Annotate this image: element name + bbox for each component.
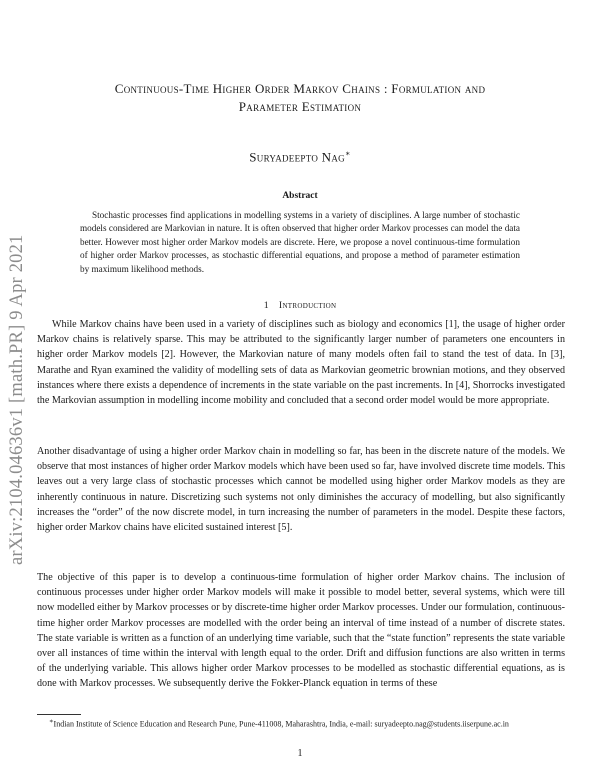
abstract-heading: Abstract [282, 191, 318, 201]
section-title: Introduction [278, 300, 337, 311]
footnote-divider [37, 714, 81, 715]
title-line-2: Parameter Estimation [238, 99, 362, 114]
page-number: 1 [297, 748, 303, 759]
author-block [60, 146, 540, 165]
footnote-text: Indian Institute of Science Education and Research Pune, Pune-411008, Maharashtra, India, e-mail: suryadeepto.nag@students.iiserpune.ac.in [53, 719, 509, 729]
arxiv-stamp: arXiv:2104.04636v1 [math.PR] 9 Apr 2021 [7, 234, 27, 565]
author-name: Suryadeepto Nag [249, 149, 345, 165]
title-line-1: Continuous-Time Higher Order Markov Chains : Formulation and [114, 81, 486, 96]
section-number: 1 [263, 300, 269, 311]
section-heading-introduction [60, 300, 540, 311]
paper-title [60, 80, 540, 116]
author-footnote-mark[interactable]: ∗ [344, 149, 351, 158]
intro-paragraph-1: While Markov chains have been used in a variety of disciplines such as biology and economics [1], the usage of higher order Markov chains is relatively sparse. This may be attributed to the significantly larger number of parameters one encounters in higher order Markov models [2]. However, the Markovian nature of many models often fail to stand the test of data. In [3], Marathe and Ryan examined the validity of modelling sets of data as Markovian geometric brownian motions, and they observed instances where there exists a dependence of increments in the state variable on the past increments. In [4], Shorrocks investigated the Markovian assumption in modelling income mobility and concluded that a second order model would be more appropriate. [37, 319, 565, 407]
footnote-mark: ∗ [49, 718, 54, 725]
abstract-text: Stochastic processes find applications in modelling systems in a variety of disciplines. A large number of stochastic models considered are Markovian in nature. It is often observed that higher order Markov processes can model the data better. However most higher order Markov models are discrete. Here, we propose a novel continuous-time formulation of higher order Markov processes, as stochastic differential equations, and propose a method of parameter estimation by maximum likelihood methods. [80, 210, 520, 274]
intro-paragraph-3: The objective of this paper is to develop a continuous-time formulation of higher order Markov chains. The inclusion of continuous processes under higher order Markov models will make it possible to model better, several systems, which were till now modelled either by Markov processes or by discrete-time higher order Markov processes. Under our formulation, continuous-time higher order Markov processes are modelled with the order being an interval of time instead of a number of discrete states. The state variable is written as a function of an underlying time variable, such that the “state function” represents the state variable over all instances of time within the interval with length equal to the order. Drift and diffusion functions are also written in terms of the underlying variable. This allows higher order Markov processes to be modelled as stochastic differential equations, as is done with Markov processes. We subsequently derive the Fokker-Planck equation in terms of these [37, 572, 565, 690]
footnote [37, 716, 565, 730]
intro-paragraph-2: Another disadvantage of using a higher order Markov chain in modelling so far, has been in the discrete nature of the models. We observe that most instances of higher order Markov models which have been used so far, have involved discrete time models. This leaves out a very large class of stochastic processes which cannot be modelled using higher order Markov models as they are inherently continuous in nature. Discretizing such systems not only diminishes the accuracy of modelling, but also significantly increases the “order” of the now discrete model, in turn increasing the number of parameters in the model. Despite these factors, higher order Markov chains have elicited sustained interest [5]. [37, 446, 565, 534]
